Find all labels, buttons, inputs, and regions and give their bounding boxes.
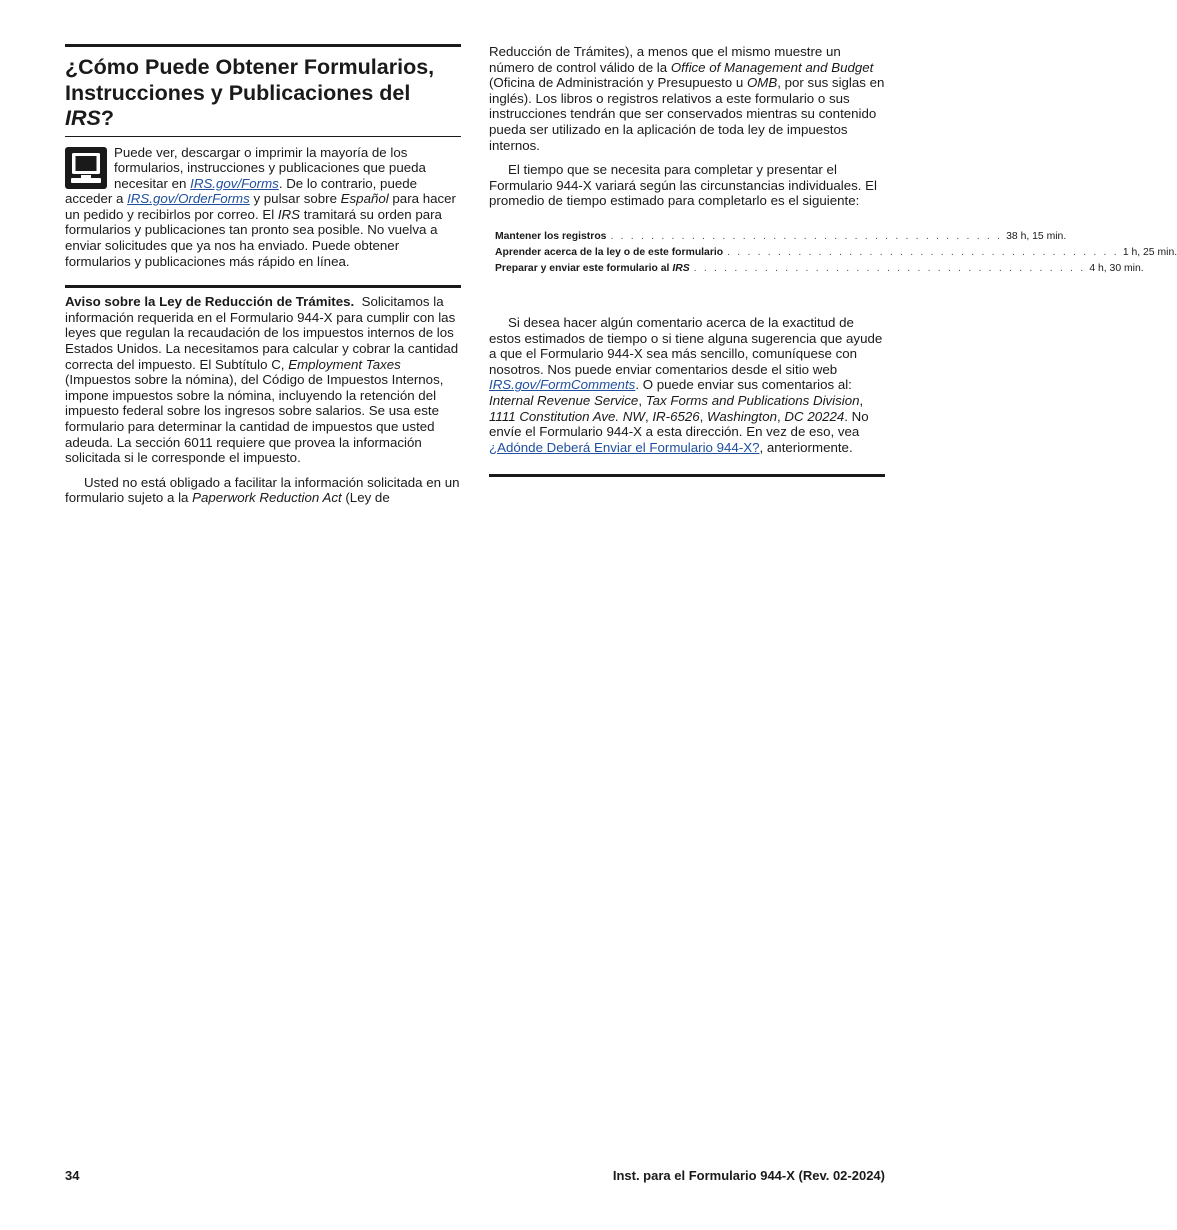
table-row: Mantener los registros . . . . . . . . . . . . . . . . . . . . . . . . . . . . . . . . . . . . . . . 38 h, 15 min. bbox=[495, 229, 879, 245]
irs-forms-link[interactable]: IRS.gov/Forms bbox=[190, 175, 279, 191]
aviso-section bbox=[65, 285, 461, 506]
table-row: Preparar y enviar este formulario al IRS . . . . . . . . . . . . . . . . . . . . . . . . . . . . . . . . . . . . . . . 4 h, 30 min. bbox=[495, 261, 879, 277]
aviso-paragraph: Aviso sobre la Ley de Reducción de Trámites. Solicitamos la información requerida en el Formulario 944-X para cumplir con las leyes que regulan la recaudación de los impuestos internos de los Estados Unidos. La necesitamos para calcular y cobrar la cantidad correcta del impuesto. El Subtítulo C, Employment Taxes (Impuestos sobre la nómina), del Código de Impuestos Internos, impone impuestos sobre la nómina, incluyendo la retención del impuesto federal sobre los ingresos sobre salarios. Se usa este formulario para determinar la cantidad de impuestos que usted adeuda. La sección 6011 requiere que provea la información solicitada si le corresponde el impuesto. bbox=[65, 294, 459, 466]
leader-dots: . . . . . . . . . . . . . . . . . . . . . . . . . . . . . . . . . . . . . . . bbox=[610, 230, 1003, 242]
left-column bbox=[65, 44, 461, 506]
time-estimate-table bbox=[489, 229, 1177, 277]
tiempo-paragraph: El tiempo que se necesita para completar y presentar el Formulario 944-X variará según las circunstancias individuales. El promedio de tiempo estimado para completarlo es el siguiente: bbox=[489, 162, 878, 209]
irs-orderforms-link[interactable]: IRS.gov/OrderForms bbox=[127, 191, 250, 207]
aviso-title: Aviso sobre la Ley de Reducción de Trámites. bbox=[65, 294, 355, 310]
irs-formcomments-link[interactable]: IRS.gov/FormComments bbox=[489, 377, 636, 393]
heading-qmark: ? bbox=[100, 106, 114, 130]
donde-enviar-link[interactable]: ¿Adónde Deberá Enviar el Formulario 944-X? bbox=[489, 439, 760, 455]
comentarios-paragraph: Si desea hacer algún comentario acerca de la exactitud de estos estimados de tiempo o si tiene alguna sugerencia que ayude a que el Formulario 944-X sea más sencillo, comuníquese con nosotros. Nos puede enviar comentarios desde el sitio web IRS.gov/FormComments. O puede enviar sus comentarios al: Internal Revenue Service, Tax Forms and Publications Division, 1111 Constitution Ave. NW, IR-6526, Washington, DC 20224. No envíe el Formulario 944-X a esta dirección. En vez de eso, vea ¿Adónde Deberá Enviar el Formulario 944-X?, anteriormente. bbox=[489, 314, 883, 455]
right-column bbox=[489, 44, 1177, 477]
intro-paragraph: Puede ver, descargar o imprimir la mayoría de los formularios, instrucciones y publicaciones que pueda necesitar en IRS.gov/Forms. De lo contrario, puede acceder a IRS.gov/OrderForms y pulsar sobre Español para hacer un pedido y recibirlos por correo. El IRS tramitará su orden para formularios y publicaciones tan pronto sea posible. No vuelva a enviar solicitudes que ya nos ha enviado. Puede obtener formularios y publicaciones más rápido en línea. bbox=[65, 144, 456, 269]
section-end-rule bbox=[489, 474, 885, 477]
leader-dots: . . . . . . . . . . . . . . . . . . . . . . . . . . . . . . . . . . . . . . . bbox=[693, 262, 1086, 274]
continuation-paragraph: Reducción de Trámites), a menos que el mismo muestre un número de control válido de la Office of Management and Budget (Oficina de Administración y Presupuesto u OMB, por sus siglas en inglés). Los libros o registros relativos a este formulario o sus instrucciones tendrán que ser conservados mientras su contenido pueda ser utilizado en la aplicación de toda ley de impuestos internos. bbox=[489, 44, 885, 153]
section-heading bbox=[65, 47, 461, 136]
heading-irs: IRS bbox=[65, 106, 101, 130]
page-number: 34 bbox=[65, 1168, 80, 1183]
usted-paragraph: Usted no está obligado a facilitar la información solicitada en un formulario sujeto a la Paperwork Reduction Act (Ley de bbox=[65, 474, 460, 506]
heading-line-1: ¿Cómo Puede Obtener Formularios, bbox=[65, 55, 435, 79]
heading-line-2: Instrucciones y Publicaciones del bbox=[65, 80, 411, 105]
document-title: Inst. para el Formulario 944-X (Rev. 02-2024) bbox=[612, 1168, 885, 1183]
leader-dots: . . . . . . . . . . . . . . . . . . . . . . . . . . . . . . . . . . . . . . . bbox=[727, 246, 1119, 258]
computer-icon bbox=[65, 147, 107, 189]
table-row: Aprender acerca de la ley o de este formulario . . . . . . . . . . . . . . . . . . . . . . . . . . . . . . . . . . . . . . . 1 h, 25 min. bbox=[495, 245, 879, 261]
